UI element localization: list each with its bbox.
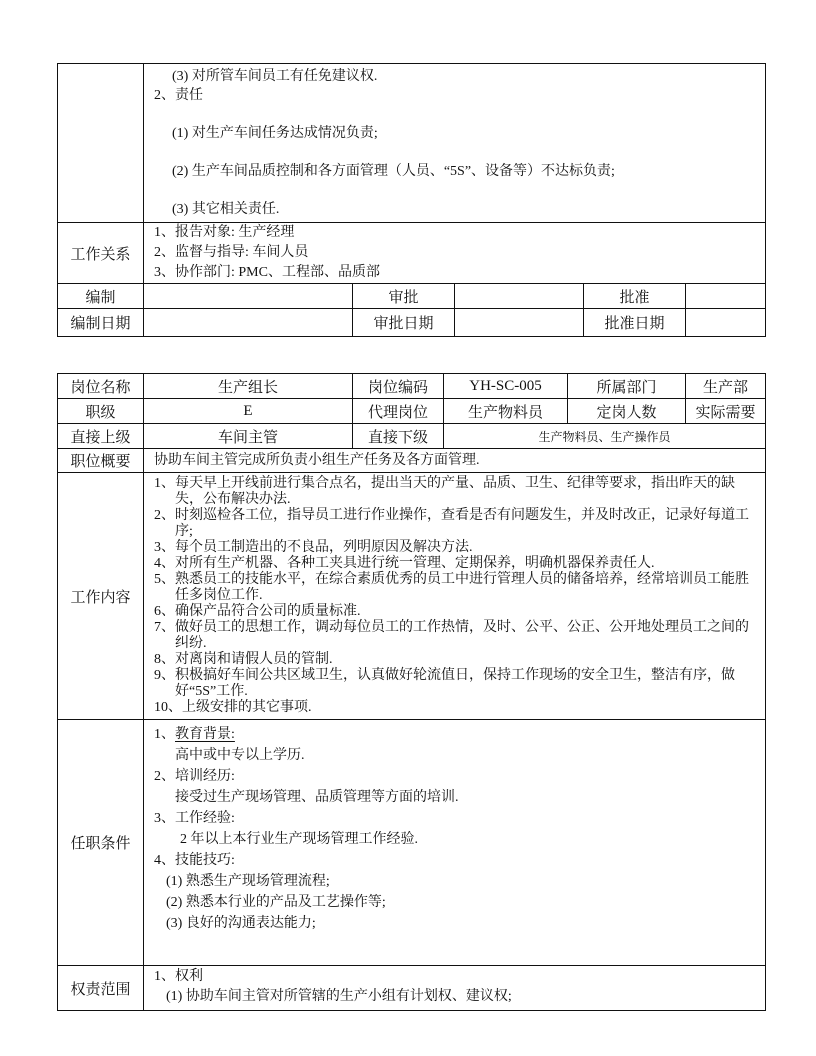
sign-off-date-row — [58, 309, 766, 337]
authority-label-cell: 权责范围 — [58, 966, 144, 1011]
duty-item: 3、每个员工制造出的不良品，列明原因及解决方法. — [154, 540, 473, 555]
headcount-value-cell: 实际需要 — [686, 399, 766, 424]
qualification-heading: 1、教育背景: — [154, 727, 235, 742]
work-relations-label-cell: 工作关系 — [58, 223, 144, 284]
job-summary-value-cell: 协助车间主管完成所负责小组生产任务及各方面管理. — [144, 449, 766, 473]
prepared-date-label-cell: 编制日期 — [58, 309, 144, 337]
department-value-cell: 生产部 — [686, 374, 766, 399]
approved-date-label-cell: 批准日期 — [584, 309, 686, 337]
reviewed-date-label-cell: 审批日期 — [353, 309, 455, 337]
job-code-label-cell: 岗位编码 — [353, 374, 444, 399]
text-line: 3、协作部门: PMC、工程部、品质部 — [154, 265, 380, 280]
job-title-row — [58, 374, 766, 399]
qualification-heading: 3、工作经验: — [154, 811, 235, 826]
duties-continuation-row — [58, 64, 766, 223]
job-title-label-cell: 岗位名称 — [58, 374, 144, 399]
qualification-subitem: (3) 良好的沟通表达能力; — [166, 916, 316, 931]
direct-subordinate-value-cell: 生产物料员、生产操作员 — [444, 424, 766, 449]
direct-superior-value-cell: 车间主管 — [144, 424, 353, 449]
qualification-detail: 2 年以上本行业生产现场管理工作经验. — [180, 832, 418, 847]
qualifications-label-cell: 任职条件 — [58, 720, 144, 966]
qualification-subitem: (1) 熟悉生产现场管理流程; — [166, 874, 330, 889]
authority-content-cell — [144, 966, 766, 1011]
approved-by-label-cell: 批准 — [584, 284, 686, 309]
duty-item: 5、熟悉员工的技能水平，在综合素质优秀的员工中进行管理人员的储备培养，经常培训员工能胜任多岗位工作. — [154, 572, 749, 603]
duties-row — [58, 473, 766, 720]
qualification-heading: 4、技能技巧: — [154, 853, 235, 868]
duty-item: 6、确保产品符合公司的质量标准. — [154, 604, 361, 619]
continuation-content-cell — [144, 64, 766, 223]
continuation-label-cell — [58, 64, 144, 223]
direct-subordinate-label-cell: 直接下级 — [353, 424, 444, 449]
text-line: (3) 其它相关责任. — [172, 202, 280, 217]
grade-value-cell: E — [144, 399, 353, 424]
job-summary-label-cell: 职位概要 — [58, 449, 144, 473]
authority-row — [58, 966, 766, 1011]
duties-label-cell: 工作内容 — [58, 473, 144, 720]
duty-item: 8、对离岗和请假人员的管制. — [154, 652, 333, 667]
reporting-row — [58, 424, 766, 449]
prepared-by-value-cell — [144, 284, 353, 309]
duty-item: 4、对所有生产机器、各种工夹具进行统一管理、定期保养，明确机器保养责任人. — [154, 556, 655, 571]
approval-table — [57, 63, 766, 337]
job-title-value-cell: 生产组长 — [144, 374, 353, 399]
qualification-detail: 高中或中专以上学历. — [175, 748, 305, 763]
approved-by-value-cell — [686, 284, 766, 309]
prepared-date-value-cell — [144, 309, 353, 337]
approved-date-value-cell — [686, 309, 766, 337]
sign-off-row — [58, 284, 766, 309]
authority-heading: 1、权利 — [154, 969, 203, 984]
duty-item: 2、时刻巡检各工位，指导员工进行作业操作，查看是否有问题发生，并及时改正，记录好每道工序; — [154, 508, 749, 539]
qualification-detail: 接受过生产现场管理、品质管理等方面的培训. — [175, 790, 459, 805]
duty-item: 10、上级安排的其它事项. — [154, 700, 312, 715]
job-code-value-cell: YH-SC-005 — [444, 374, 568, 399]
text-line: 2、责任 — [154, 88, 203, 103]
work-relations-content-cell — [144, 223, 766, 284]
text-line: (1) 对生产车间任务达成情况负责; — [172, 126, 378, 141]
duty-item: 7、做好员工的思想工作，调动每位员工的工作热情，及时、公平、公正、公开地处理员工之间的纠纷. — [154, 620, 749, 651]
text-line: (2) 生产车间品质控制和各方面管理（人员、“5S”、设备等）不达标负责; — [172, 164, 615, 179]
text-line: (3) 对所管车间员工有任免建议权. — [172, 69, 378, 84]
acting-position-label-cell: 代理岗位 — [353, 399, 444, 424]
duty-item: 1、每天早上开线前进行集合点名，提出当天的产量、品质、卫生、纪律等要求，指出昨天的缺失，公布解决办法. — [154, 476, 735, 507]
job-info-table — [57, 373, 766, 1011]
authority-subitem: (1) 协助车间主管对所管辖的生产小组有计划权、建议权; — [166, 989, 512, 1004]
reviewed-by-value-cell — [455, 284, 584, 309]
reviewed-by-label-cell: 审批 — [353, 284, 455, 309]
department-label-cell: 所属部门 — [568, 374, 686, 399]
job-grade-row — [58, 399, 766, 424]
direct-superior-label-cell: 直接上级 — [58, 424, 144, 449]
qualifications-row — [58, 720, 766, 966]
duty-item: 9、积极搞好车间公共区域卫生，认真做好轮流值日，保持工作现场的安全卫生，整洁有序，做好“5S”工作. — [154, 668, 735, 699]
acting-position-value-cell: 生产物料员 — [444, 399, 568, 424]
reviewed-date-value-cell — [455, 309, 584, 337]
text-line: 1、报告对象: 生产经理 — [154, 225, 295, 240]
grade-label-cell: 职级 — [58, 399, 144, 424]
qualifications-content-cell — [144, 720, 766, 966]
headcount-label-cell: 定岗人数 — [568, 399, 686, 424]
prepared-by-label-cell: 编制 — [58, 284, 144, 309]
qualification-heading: 2、培训经历: — [154, 769, 235, 784]
qualification-subitem: (2) 熟悉本行业的产品及工艺操作等; — [166, 895, 386, 910]
text-line: 2、监督与指导: 车间人员 — [154, 245, 309, 260]
job-summary-row — [58, 449, 766, 473]
work-relations-row — [58, 223, 766, 284]
duties-content-cell — [144, 473, 766, 720]
